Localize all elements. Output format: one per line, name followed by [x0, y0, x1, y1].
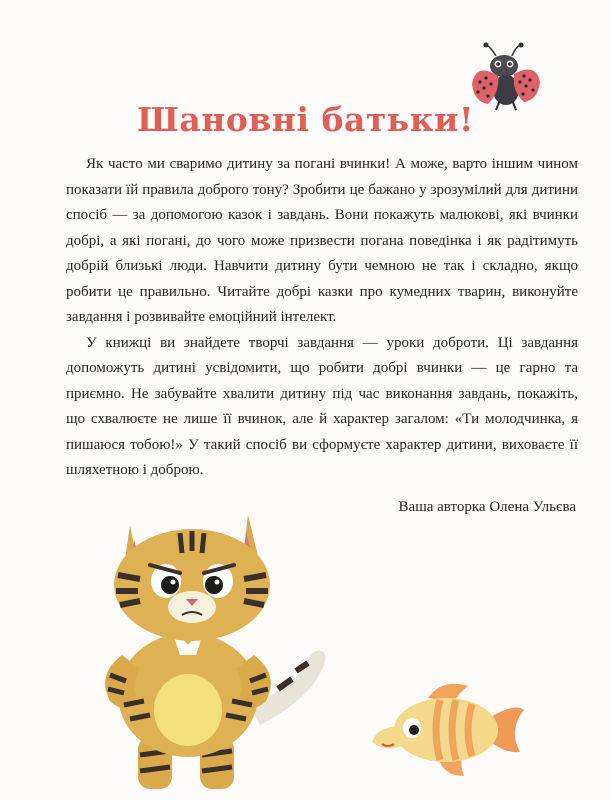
fish-illustration [368, 680, 528, 780]
intro-text [66, 152, 578, 484]
cat-icon [105, 515, 326, 789]
author-signature: Ваша авторка Олена Ульєва [398, 499, 576, 515]
page-title: Шановні батьки! [136, 100, 475, 139]
fish-icon [372, 684, 524, 776]
cat-illustration [100, 505, 330, 795]
paragraph-1: Як часто ми сваримо дитину за погані вчинки! А може, варто іншим чином показати їй правила доброго тону? Зробити це бажано у зрозумілий для дитини спосіб — за допомогою казок і завдань. Вони покажуть малюкові, які вчинки добрі, а які погані, до чого може призвести погана поведінка і як радітимуть добрій близькі люди. Навчити дитину бути чемною не так і складно, якщо робити це правильно. Читайте добрі казки про кумедних тварин, виконуйте завдання і розвивайте емоційний інтелект. [66, 156, 578, 325]
paragraph-2: У книжці ви знайдете творчі завдання — уроки доброти. Ці завдання допоможуть дитині усвідомити, що робити добрі вчинки — це гарно та приємно. Не забувайте хвалити дитину під час виконання завдань, покажіть, що схвалюєте не лише її вчинок, але й характер загалом: «Ти молодчинка, я пишаюся тобою!» У такий спосіб ви сформуєте характер дитини, виховаєте її шляхетною і доброю. [66, 334, 578, 478]
